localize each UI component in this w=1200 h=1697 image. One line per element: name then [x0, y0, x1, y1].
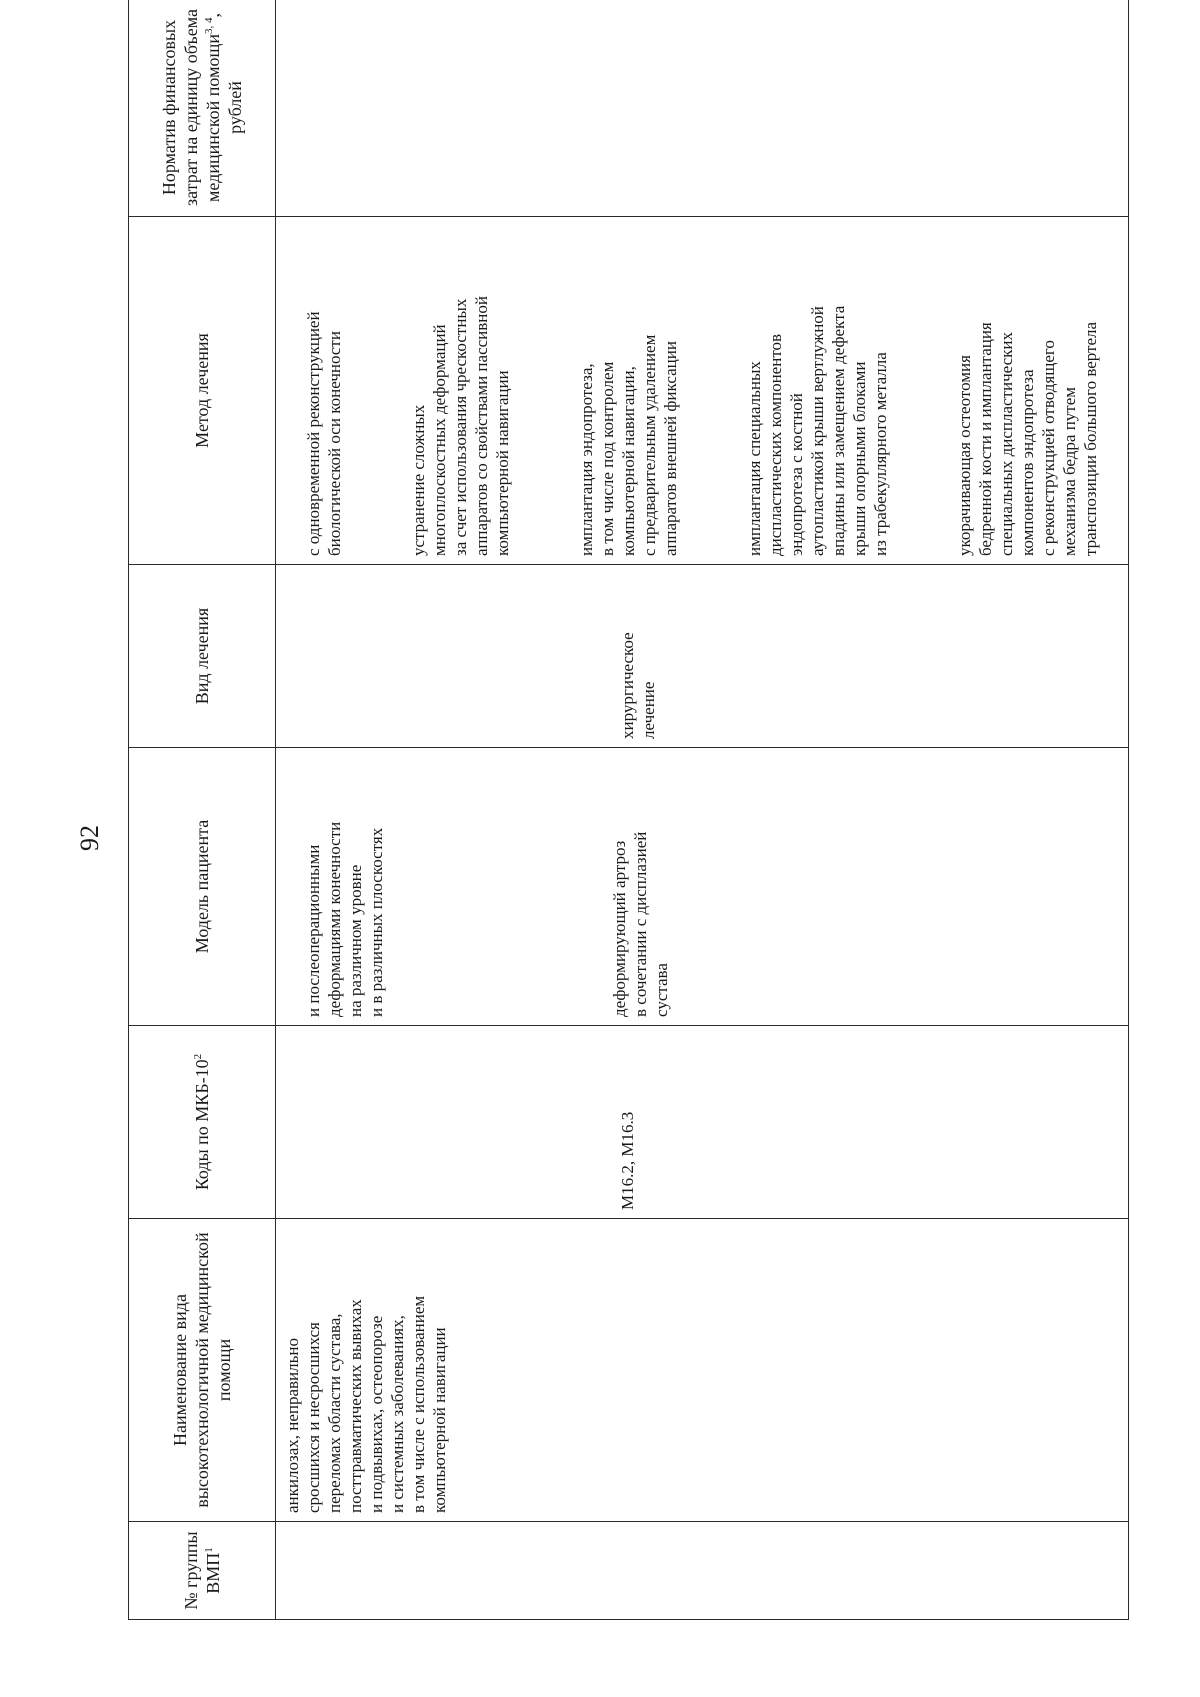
method-gap [366, 225, 387, 556]
header-treatment-type: Вид лечения [129, 565, 276, 748]
patient-model-1: и послеоперационными деформациями конечности на различном уровне и в различных плоскостях [304, 821, 386, 1017]
treatment-type-spacer [324, 573, 596, 739]
cell-patient-model [276, 748, 1129, 1026]
treatment-type-2: хирургическое лечение [618, 632, 658, 739]
patient-model-2: деформирующий артроз в сочетании с дисплазией сустава [610, 831, 671, 1017]
header-group-number-label: № группы ВМП [181, 1531, 223, 1610]
vmp-table [128, 0, 1129, 1620]
treatment-method-3: имплантация эндопротеза, в том числе под контролем компьютерной навигации, с предварительным удалением аппаратов внешней фиксации [577, 334, 680, 556]
header-cost-standard-suffix: , рублей [203, 13, 245, 134]
header-group-number [129, 1522, 276, 1620]
header-icd-codes-label: Коды по МКБ-10 [192, 1059, 212, 1191]
method-gap [912, 225, 933, 556]
cell-treatment-type [276, 565, 1129, 748]
treatment-method-4: имплантация специальных диспластических компонентов эндопротеза с костной аутопластикой крыши вертлужной впадины или замещением дефекта крыши опорными блоками из трабекуллярного металла [745, 305, 890, 556]
treatment-method-1: с одновременной реконструкцией биологической оси конечности [304, 311, 344, 556]
cell-treatment-method [276, 217, 1129, 565]
table-row [276, 0, 1129, 1620]
header-icd-codes [129, 1026, 276, 1219]
header-icd-codes-footnote: 2 [192, 1053, 204, 1060]
cell-cost-standard [276, 0, 1129, 217]
treatment-method-5: укорачивающая остеотомия бедренной кости и имплантация специальных диспластических компонентов эндопротеза с реконструкцией отводящего механизма бедра путем транспозиции большого вертела [955, 321, 1100, 556]
table-header-row [129, 0, 276, 1620]
page-number: 92 [75, 825, 104, 851]
header-group-number-footnote: 1 [203, 1547, 215, 1553]
header-care-type-name: Наименование вида высокотехнологичной медицинской помощи [129, 1219, 276, 1522]
cell-care-type-name: анкилозах, неправильно сросшихся и несросшихся переломах области сустава, посттравматических вывихах и подвывихах, остеопорозе и системных заболеваниях, в том числе с использованием компьютерной навигации [276, 1219, 1129, 1522]
cell-icd-codes [276, 1026, 1129, 1219]
cell-group-number [276, 1522, 1129, 1620]
method-gap [702, 225, 723, 556]
header-cost-standard-footnote: 3, 4 [203, 17, 215, 35]
treatment-method-2: устранение сложных многоплоскостных деформаций за счет использования чрескостных аппаратов со свойствами пассивной компьютерной навигации [409, 296, 512, 556]
header-treatment-method: Метод лечения [129, 217, 276, 565]
patient-model-spacer [408, 756, 588, 1017]
header-cost-standard-label: Норматив финансовых затрат на единицу объема медицинской помощи [159, 9, 223, 206]
header-cost-standard [129, 0, 276, 217]
icd-codes-spacer [324, 1034, 596, 1210]
icd-codes-2: M16.2, M16.3 [618, 1111, 637, 1210]
header-patient-model: Модель пациента [129, 748, 276, 1026]
method-gap [534, 225, 555, 556]
rotated-table-page [128, 9, 1100, 1620]
